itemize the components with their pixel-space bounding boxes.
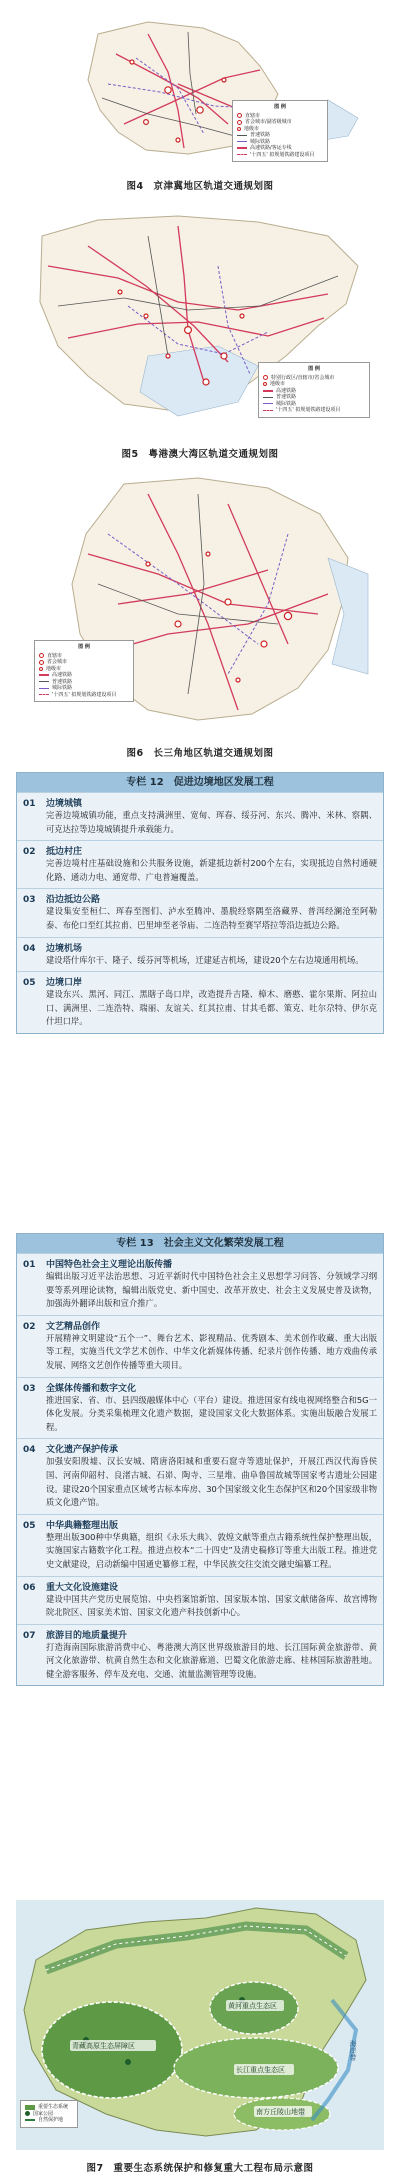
item-title: 抵边村庄 xyxy=(46,847,83,858)
item-body: 整理出版300种中华典籍，组织《永乐大典》、敦煌文献等重点古籍系统性保护整理出版，实施国家古籍数字化工程。推进点校本“二十四史”及清史稿修订等重大出版工程。推进党史文献建设，启动新编中国通史纂修工程，中华民族交往交流交融史编纂工程。 xyxy=(46,1531,377,1569)
line-swatch xyxy=(39,688,49,689)
item-title: 边境城镇 xyxy=(46,799,83,809)
legend-item: 城际铁路 xyxy=(263,401,365,408)
panel-border-development xyxy=(16,772,384,1034)
line-swatch xyxy=(39,694,49,695)
item-number: 04 xyxy=(23,1445,36,1456)
line-swatch xyxy=(263,403,273,404)
legend-title: 图 例 xyxy=(274,104,286,110)
legend-item: 城际铁路 xyxy=(39,685,129,692)
city-dot-icon xyxy=(39,667,43,671)
item-body: 开展精神文明建设“五个一”、舞台艺术、影视精品、优秀剧本、美术创作收藏、重大出版等工程，实施当代文学艺术创作、中华文化新媒体传播、纪录片创作传播、地方戏曲传承发展、网络文艺创作传播等重大项目。 xyxy=(46,1332,377,1370)
legend-item: 特别行政区/直辖市/省会城市 xyxy=(263,375,365,382)
legend-item: '十四五' 拟规划铁路建设项目 xyxy=(263,407,365,414)
legend-item: 普速铁路 xyxy=(263,394,365,401)
legend-item: 高速铁路/客运专线 xyxy=(237,145,323,152)
line-swatch xyxy=(237,135,247,136)
panel-item xyxy=(17,1315,383,1377)
legend-item: 城际铁路 xyxy=(237,139,323,146)
legend-item: 高速铁路 xyxy=(39,672,129,679)
item-body: 完善边境城镇功能，重点支持满洲里、宽甸、珲春、绥芬河、东兴、腾冲、米林、察隅、可克达拉等边境城镇提升承载能力。 xyxy=(46,810,377,834)
line-swatch xyxy=(263,410,273,411)
line-swatch xyxy=(39,681,49,682)
gba-legend xyxy=(258,362,370,418)
region-label-yellow-river: 黄河重点生态区 xyxy=(228,2002,277,2010)
item-number: 06 xyxy=(23,1582,36,1593)
figure-caption: 图5 粤港澳大湾区轨道交通规划图 xyxy=(121,449,279,460)
item-number: 05 xyxy=(23,978,36,989)
region-label-tibet: 青藏高原生态屏障区 xyxy=(72,2042,135,2050)
item-body: 完善边境村庄基础设施和公共服务设施，新建抵边新村200个左右，实现抵边自然村通硬化路、通动力电、通宽带、广电普遍覆盖。 xyxy=(46,858,377,882)
line-swatch xyxy=(39,674,49,676)
item-title: 旅游目的地质量提升 xyxy=(46,1630,128,1641)
item-title: 中国特色社会主义理论出版传播 xyxy=(46,1260,173,1270)
legend-item: 地级市 xyxy=(237,126,323,133)
legend-title: 图 例 xyxy=(78,644,90,650)
item-number: 02 xyxy=(23,1321,36,1332)
legend-item: 地级市 xyxy=(39,666,129,673)
panel-item xyxy=(17,971,383,1033)
item-body: 建设集安至桓仁、珲春至图们、泸水至腾冲、墨脱经察隅至洛藏界、普洱经澜沧至阿勒泰、布伦口至红其拉甫、巴里坤至老爷庙、二连浩特至赛罕塔拉等沿边抵边公路。 xyxy=(46,906,377,930)
item-title: 重大文化设施建设 xyxy=(46,1582,119,1593)
item-body: 建设中国共产党历史展览馆、中央档案馆新馆、国家版本馆、国家文献储备库、故宫博物院北院区、国家美术馆、国家文化遗产科技创新中心。 xyxy=(46,1593,377,1618)
panel-title: 专栏 12 促进边境地区发展工程 xyxy=(17,773,383,792)
line-swatch xyxy=(237,141,247,142)
city-dot-icon xyxy=(39,660,44,665)
panel-item xyxy=(17,792,383,840)
item-title: 文化遗产保护传承 xyxy=(46,1445,119,1456)
jingjinji-legend xyxy=(232,100,328,162)
legend-item: 重要生态系统 xyxy=(25,2104,73,2111)
item-title: 边境机场 xyxy=(46,943,83,954)
item-body: 打造海南国际旅游消费中心、粤港澳大湾区世界级旅游目的地、长江国际黄金旅游带、黄河文化旅游带、杭黄自然生态和文化旅游廊道、巴蜀文化旅游走廊、桂林国际旅游胜地。健全游客服务、停车及充电、交通、流量监测管理等设施。 xyxy=(46,1641,377,1679)
city-dot-icon xyxy=(237,120,242,125)
panel-item xyxy=(17,1253,383,1315)
item-body: 编辑出版习近平法治思想、习近平新时代中国特色社会主义思想学习问答、分领域学习纲要等系列理论读物，编辑出版党史、新中国史、改革开放史、社会主义发展史普及读物，加强海外翻译出版和宣介推广。 xyxy=(46,1271,377,1309)
figure-caption: 图6 长三角地区轨道交通规划图 xyxy=(126,748,274,759)
region-label-yangtze: 长江重点生态区 xyxy=(236,2066,285,2074)
panel-item xyxy=(17,1438,383,1513)
figure-caption: 图4 京津冀地区轨道交通规划图 xyxy=(126,181,274,192)
item-number: 02 xyxy=(23,847,36,858)
panel-item xyxy=(17,937,383,972)
panel-title: 专栏 13 社会主义文化繁荣发展工程 xyxy=(17,1234,383,1253)
city-dot-icon xyxy=(263,375,268,380)
item-number: 03 xyxy=(23,1383,36,1394)
legend-item: 高速铁路 xyxy=(263,388,365,395)
city-dot-icon xyxy=(237,113,242,118)
item-body: 推进国家、省、市、县四级融媒体中心（平台）建设。推进国家有线电视网络整合和5G一体化发展。分类采集梳理文化遗产数据，建设国家文化大数据体系。实施出版融合发展工程。 xyxy=(46,1394,377,1432)
city-dot-icon xyxy=(237,127,241,131)
legend-item: 普速铁路 xyxy=(237,132,323,139)
city-dot-icon xyxy=(263,382,267,386)
park-dot-icon xyxy=(25,2111,30,2116)
figure-caption: 图7 重要生态系统保护和修复重大工程布局示意图 xyxy=(86,2163,314,2174)
line-swatch xyxy=(25,2119,35,2121)
item-title: 全媒体传播和数字文化 xyxy=(46,1383,137,1394)
line-swatch xyxy=(237,154,247,155)
legend-item: 地级市 xyxy=(263,381,365,388)
item-title: 沿边抵边公路 xyxy=(46,895,101,906)
panel-item xyxy=(17,840,383,888)
panel-item xyxy=(17,1377,383,1439)
region-label-coast: 海岸带 xyxy=(349,2040,357,2061)
item-body: 加强安阳殷墟、汉长安城、隋唐洛阳城和重要石窟寺等遗址保护，开展江西汉代海昏侯国、河南仰韶村、良渚古城、石峁、陶寺、三星堆、曲阜鲁国故城等国家考古遗址公园建设。建设20个国家重点区域考古标本库房、30个国家级文化生态保护区和20个国家级非物质文化遗产馆。 xyxy=(46,1456,377,1508)
legend-item: '十四五' 拟规划铁路建设项目 xyxy=(237,152,323,159)
line-swatch xyxy=(263,390,273,392)
city-dot-icon xyxy=(39,653,44,658)
legend-item: '十四五' 拟规划铁路建设项目 xyxy=(39,692,129,699)
item-number: 01 xyxy=(23,799,36,809)
item-number: 05 xyxy=(23,1520,36,1531)
line-swatch xyxy=(237,147,247,149)
yangtze-delta-legend xyxy=(34,640,134,702)
legend-item: 直辖市 xyxy=(237,113,323,120)
legend-item: 省会城市/副省级城市 xyxy=(237,119,323,126)
legend-title: 图 例 xyxy=(308,366,320,372)
item-title: 边境口岸 xyxy=(46,978,83,989)
item-body: 建设东兴、黑河、同江、黑瞎子岛口岸，改造提升吉隆、樟木、磨憨、霍尔果斯、阿拉山口、满洲里、二连浩特、瑞丽、友谊关、红其拉甫、甘其毛都、策克、吐尔尕特、伊尔克什坦口岸。 xyxy=(46,989,377,1027)
region-label-south-hills: 南方丘陵山地带 xyxy=(256,2108,305,2116)
legend-item: 国家公园 xyxy=(25,2111,73,2118)
item-number: 04 xyxy=(23,943,36,954)
legend-item: 直辖市 xyxy=(39,653,129,660)
item-number: 07 xyxy=(23,1630,36,1641)
panel-culture-development xyxy=(16,1233,384,1686)
legend-item: 自然保护地 xyxy=(25,2117,73,2124)
fill-swatch xyxy=(25,2105,35,2110)
item-title: 文艺精品创作 xyxy=(46,1321,101,1332)
item-number: 01 xyxy=(23,1260,36,1270)
item-number: 03 xyxy=(23,895,36,906)
line-swatch xyxy=(263,397,273,398)
panel-item xyxy=(17,1576,383,1624)
item-body: 建设塔什库尔干、隆子、绥芬河等机场，迁建延吉机场，建设20个左右边境通用机场。 xyxy=(46,954,364,965)
legend-item: 省会城市 xyxy=(39,659,129,666)
legend-item: 普速铁路 xyxy=(39,679,129,686)
panel-item xyxy=(17,1514,383,1576)
ecosystem-legend xyxy=(20,2100,78,2128)
panel-item xyxy=(17,888,383,936)
item-title: 中华典籍整理出版 xyxy=(46,1520,119,1531)
panel-item xyxy=(17,1624,383,1686)
